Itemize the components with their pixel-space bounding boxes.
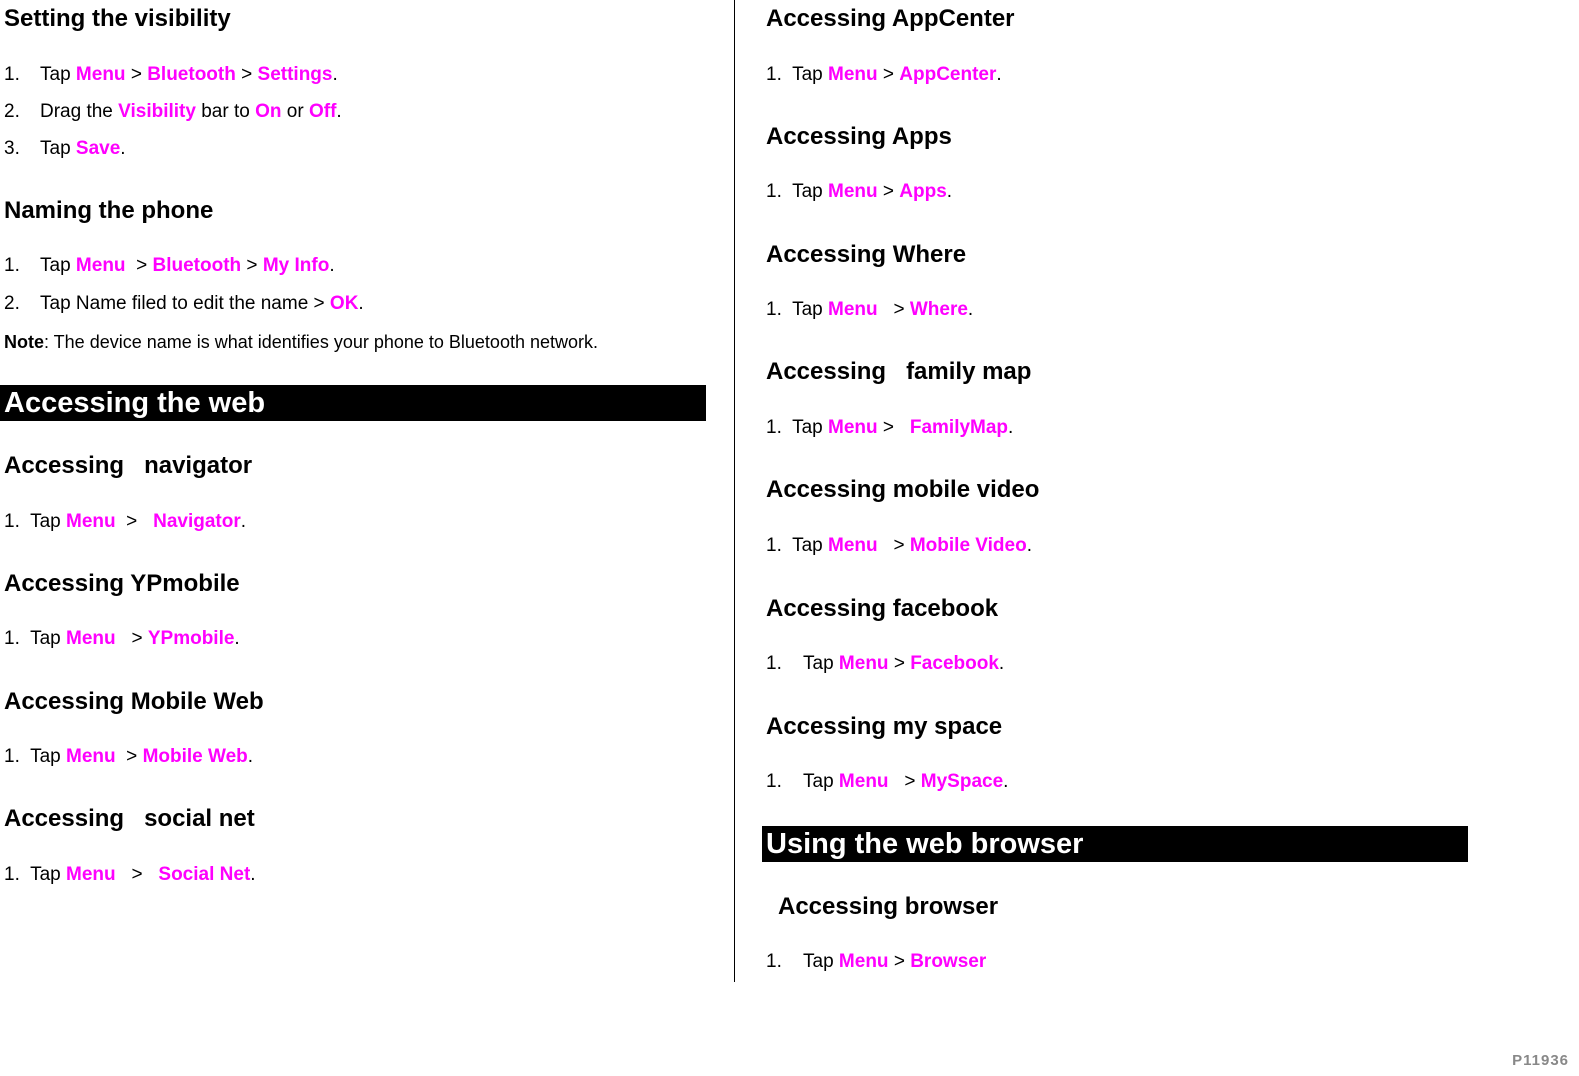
browser-link: Browser xyxy=(910,951,987,972)
step-number: 1. xyxy=(4,255,20,276)
step-naming-2: Tap Name filed to edit the name > OK. xyxy=(40,293,364,314)
bluetooth-link: Bluetooth xyxy=(147,64,236,85)
column-divider xyxy=(734,0,735,982)
section-bar-web-browser: Using the web browser xyxy=(762,826,1468,862)
bluetooth-link: Bluetooth xyxy=(152,255,242,276)
myspace-link: MySpace xyxy=(920,771,1004,792)
visibility-term: Visibility xyxy=(118,101,196,122)
heading-apps: Accessing Apps xyxy=(766,123,952,150)
step-number: 1. xyxy=(4,64,20,85)
step-facebook: Tap Menu > Facebook. xyxy=(803,653,1005,674)
apps-link: Apps xyxy=(899,181,947,202)
heading-ypmobile: Accessing YPmobile xyxy=(4,570,240,597)
facebook-link: Facebook xyxy=(910,653,999,674)
step-mobile-video: 1. Tap Menu > Mobile Video. xyxy=(766,535,1032,556)
menu-link: Menu xyxy=(828,299,878,320)
step-number: 2. xyxy=(4,293,20,314)
step-number: 2. xyxy=(4,101,20,122)
menu-link: Menu xyxy=(66,864,116,885)
step-apps: 1. Tap Menu > Apps. xyxy=(766,181,953,202)
heading-naming-phone: Naming the phone xyxy=(4,197,214,224)
step-number: 1. xyxy=(766,771,782,792)
ok-term: OK xyxy=(329,293,359,314)
menu-link: Menu xyxy=(838,771,889,792)
step-visibility-3: Tap Save. xyxy=(40,138,126,159)
step-ypmobile: 1. Tap Menu > YPmobile. xyxy=(4,628,240,649)
step-where: 1. Tap Menu > Where. xyxy=(766,299,974,320)
familymap-link: FamilyMap xyxy=(909,417,1009,438)
step-family-map: 1. Tap Menu > FamilyMap. xyxy=(766,417,1014,438)
step-navigator: 1. Tap Menu > Navigator. xyxy=(4,511,247,532)
menu-link: Menu xyxy=(838,951,889,972)
ypmobile-link: YPmobile xyxy=(147,628,235,649)
heading-appcenter: Accessing AppCenter xyxy=(766,5,1015,32)
step-visibility-1: Tap Menu > Bluetooth > Settings. xyxy=(40,64,338,85)
where-link: Where xyxy=(909,299,968,320)
step-mobile-web: 1. Tap Menu > Mobile Web. xyxy=(4,746,254,767)
step-number: 1. xyxy=(766,951,782,972)
heading-navigator: Accessing navigator xyxy=(4,452,253,479)
heading-facebook: Accessing facebook xyxy=(766,595,999,622)
page-stamp: P11936 xyxy=(1512,1052,1569,1069)
mobile-video-link: Mobile Video xyxy=(909,535,1027,556)
menu-link: Menu xyxy=(838,653,889,674)
step-browser: Tap Menu > Browser xyxy=(803,951,987,972)
step-visibility-2: Drag the Visibility bar to On or Off. xyxy=(40,101,342,122)
social-net-link: Social Net xyxy=(158,864,251,885)
step-naming-1: Tap Menu > Bluetooth > My Info. xyxy=(40,255,335,276)
mobile-web-link: Mobile Web xyxy=(142,746,248,767)
step-number: 1. xyxy=(766,653,782,674)
heading-setting-visibility: Setting the visibility xyxy=(4,5,231,32)
heading-browser: Accessing browser xyxy=(778,893,999,920)
navigator-link: Navigator xyxy=(153,511,241,532)
heading-mobile-web: Accessing Mobile Web xyxy=(4,688,264,715)
heading-where: Accessing Where xyxy=(766,241,967,268)
menu-link: Menu xyxy=(66,746,116,767)
step-social-net: 1. Tap Menu > Social Net. xyxy=(4,864,256,885)
off-term: Off xyxy=(308,101,337,122)
step-my-space: Tap Menu > MySpace. xyxy=(803,771,1009,792)
menu-link: Menu xyxy=(75,64,126,85)
menu-link: Menu xyxy=(828,64,878,85)
menu-link: Menu xyxy=(828,535,878,556)
heading-my-space: Accessing my space xyxy=(766,713,1003,740)
step-appcenter: 1. Tap Menu > AppCenter. xyxy=(766,64,1002,85)
section-bar-accessing-web: Accessing the web xyxy=(0,385,706,421)
menu-link: Menu xyxy=(828,417,878,438)
heading-social-net: Accessing social net xyxy=(4,805,255,832)
on-term: On xyxy=(255,101,282,122)
menu-link: Menu xyxy=(75,255,126,276)
heading-mobile-video: Accessing mobile video xyxy=(766,476,1040,503)
save-term: Save xyxy=(75,138,121,159)
heading-family-map: Accessing family map xyxy=(766,358,1032,385)
settings-link: Settings xyxy=(257,64,333,85)
note: Note: The device name is what identifies your phone to Bluetooth network. xyxy=(4,332,598,352)
menu-link: Menu xyxy=(828,181,878,202)
menu-link: Menu xyxy=(66,628,116,649)
appcenter-link: AppCenter xyxy=(899,64,997,85)
step-number: 3. xyxy=(4,138,20,159)
myinfo-link: My Info xyxy=(262,255,330,276)
menu-link: Menu xyxy=(66,511,116,532)
